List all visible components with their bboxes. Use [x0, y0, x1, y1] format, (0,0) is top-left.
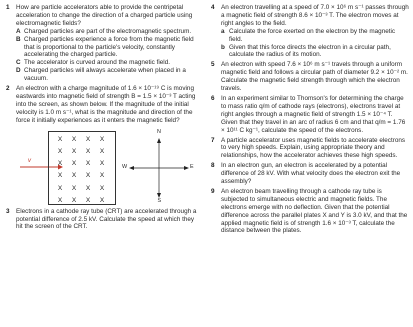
field-cross: X [85, 184, 91, 192]
question-number: 6 [211, 94, 215, 102]
option-letter: D [16, 67, 21, 75]
field-cross: X [57, 197, 63, 205]
option-c [16, 59, 199, 67]
question-text: Electrons in a cathode ray tube (CRT) are accelerated through a potential difference of 2.5 kV. Calculate the speed at which they hit the screen of the CRT. [16, 207, 197, 231]
compass-west-label: W [122, 163, 128, 170]
option-text: The accelerator is curved around the magnetic field. [24, 59, 170, 67]
option-text: Charged particles are part of the electromagnetic spectrum. [24, 27, 192, 35]
velocity-label: v [28, 157, 31, 164]
question-9 [211, 188, 409, 235]
question-6 [211, 95, 409, 135]
field-cross: X [57, 147, 63, 155]
field-cross: X [57, 160, 63, 168]
question-number: 8 [211, 162, 215, 170]
part-b [221, 44, 409, 60]
left-column [6, 4, 199, 233]
magnetic-field-figure [6, 127, 199, 205]
field-cross: X [71, 147, 77, 155]
field-cross: X [71, 197, 77, 205]
cross-grid [53, 136, 109, 210]
compass-icon [124, 129, 194, 205]
compass-south-label: S [157, 197, 162, 204]
field-cross: X [99, 135, 105, 143]
question-text: A particle accelerator uses magnetic fields to accelerate electrons to very high speeds. Explain, using appropriate theory and relationships, how the accelerator achieves these high speeds. [221, 136, 406, 160]
field-cross: X [99, 184, 105, 192]
question-8 [211, 162, 409, 186]
field-cross: X [71, 160, 77, 168]
field-cross: X [85, 160, 91, 168]
part-letter: b [221, 43, 225, 51]
question-stem: An electron travelling at a speed of 7.0 × 10⁶ m s⁻¹ passes through a magnetic field of strength 8.6 × 10⁻³ T. The electron moves at right angles to the field. [221, 4, 409, 27]
field-cross: X [71, 135, 77, 143]
compass-north-label: N [157, 128, 161, 135]
option-letter: C [16, 59, 21, 67]
question-7 [211, 137, 409, 161]
part-a [221, 28, 409, 44]
option-text: Charged particles experience a force from the magnetic field that is proportional to the particle's velocity, constantly accelerating the charged particle. [24, 35, 194, 59]
option-letter: B [16, 35, 21, 43]
question-5 [211, 61, 409, 93]
field-cross: X [85, 197, 91, 205]
question-number: 2 [6, 85, 10, 93]
question-text: An electron beam travelling through a cathode ray tube is subjected to simultaneous electric and magnetic fields. The electrons emerge with no deflection. Given that the potential difference across the parallel plates X and Y is 3.0 kV, and that the applied magnetic field is of strength 1.6 × 10⁻³ T, calculate the distance between the plates. [221, 187, 408, 235]
part-letter: a [221, 27, 225, 35]
question-number: 4 [211, 4, 215, 11]
field-cross: X [57, 172, 63, 180]
compass-east-label: E [190, 163, 194, 170]
field-cross: X [99, 147, 105, 155]
question-text: An electron with a charge magnitude of 1.6 × 10⁻¹⁹ C is moving eastwards into magnetic field of strength B = 1.5 × 10⁻³ T acting into the screen, as shown below. If the magnitude of the initial velocity is 1.0 m s⁻¹, what is the magnitude and direction of the force it initially experiences as it enters the magnetic field? [16, 85, 196, 124]
field-cross: X [85, 135, 91, 143]
field-cross: X [57, 135, 63, 143]
compass-rose [124, 129, 194, 205]
field-cross: X [85, 147, 91, 155]
part-text: Calculate the force exerted on the electron by the magnetic field. [229, 27, 396, 43]
question-4 [211, 4, 409, 59]
question-number: 5 [211, 61, 215, 69]
field-cross: X [71, 184, 77, 192]
question-number: 9 [211, 187, 215, 195]
field-cross: X [85, 172, 91, 180]
question-number: 3 [6, 207, 10, 215]
question-1 [6, 4, 199, 83]
question-number: 7 [211, 136, 215, 144]
right-column [211, 4, 409, 237]
field-cross: X [71, 172, 77, 180]
question-text: In an electron gun, an electron is accelerated by a potential difference of 28 kV. With what velocity does the electron exit the assembly? [221, 162, 401, 186]
question-number: 1 [6, 4, 10, 11]
part-text: Given that this force directs the electron in a circular path, calculate the radius of its motion. [229, 43, 391, 59]
field-cross: X [99, 160, 105, 168]
field-region [48, 131, 116, 205]
question-2 [6, 85, 199, 125]
option-b [16, 36, 199, 60]
field-cross: X [99, 197, 105, 205]
question-text: In an experiment similar to Thomson's for determining the charge to mass ratio q/m of cathode rays (electrons), electrons travel at right angles through a magnetic field of strength 1.5 × 10⁻⁴ T. Given that they travel in an arc of radius 6 cm and that q/m = 1.76 × 10¹¹ C kg⁻¹, calculate the speed of the electrons. [221, 94, 406, 134]
option-text: Charged particles will always accelerate when placed in a vacuum. [24, 67, 186, 83]
field-cross: X [99, 172, 105, 180]
question-text: An electron with speed 7.6 × 10⁶ m s⁻¹ travels through a uniform magnetic field and follows a circular path of diameter 9.2 × 10⁻² m. Calculate the magnetic field strength through which the electron travels. [221, 61, 408, 93]
option-d [16, 67, 199, 83]
option-a [16, 28, 199, 36]
question-stem: How are particle accelerators able to provide the centripetal acceleration to change the direction of a charged particle using electromagnetic fields? [16, 4, 193, 27]
option-letter: A [16, 27, 21, 35]
field-cross: X [57, 184, 63, 192]
question-3 [6, 208, 199, 232]
